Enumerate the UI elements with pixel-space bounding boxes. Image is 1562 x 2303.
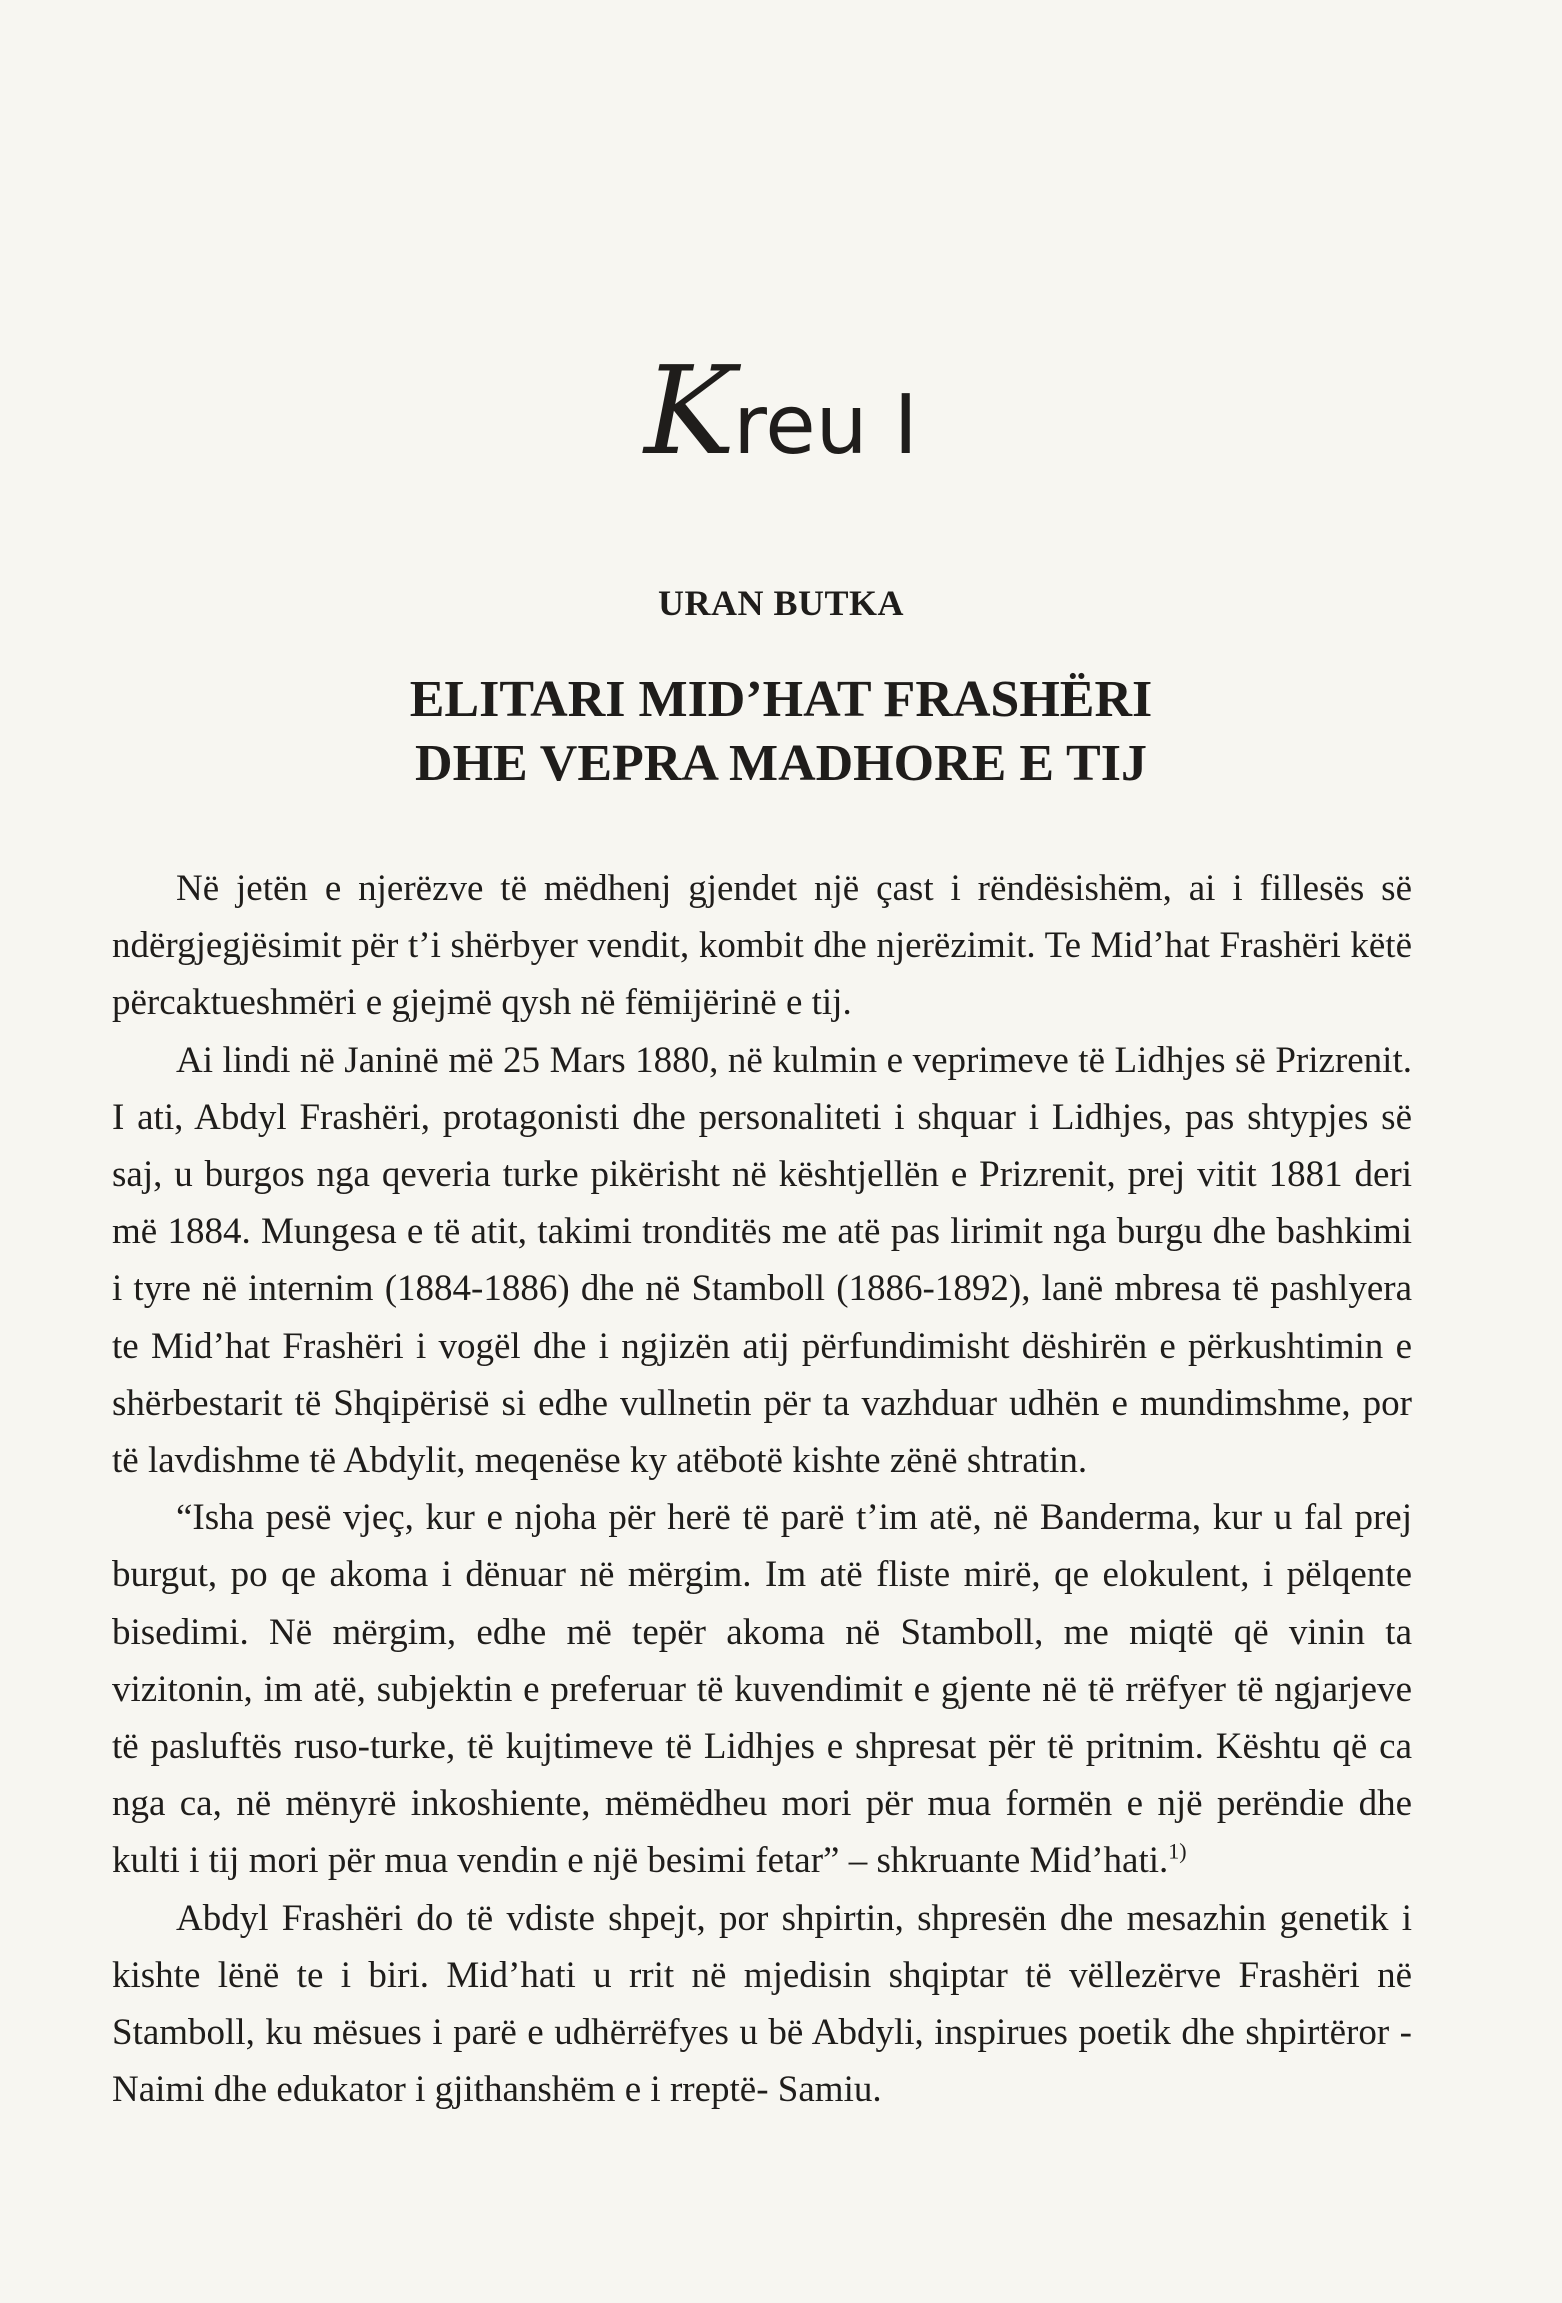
- article-title-line-2: DHE VEPRA MADHORE E TIJ: [415, 735, 1147, 792]
- article-title-line-1: ELITARI MID’HAT FRASHËRI: [409, 671, 1153, 728]
- chapter-heading-text: reu I: [733, 378, 918, 473]
- paragraph-1: Në jetën e njerëzve të mëdhenj gjendet një çast i rëndësishëm, ai i fillesës së ndërgjegjësimit për t’i shërbyer vendit, kombit dhe njerëzimit. Te Mid’hat Frashëri këtë përcaktueshmëri e gjejmë qysh në fëmijërinë e tij.: [112, 868, 1412, 1024]
- chapter-heading: [0, 340, 1562, 482]
- paragraph-3-text: “Isha pesë vjeç, kur e njoha për herë të parë t’im atë, në Banderma, kur u fal prej burgut, po qe akoma i dënuar në mërgim. Im atë fliste mirë, qe elokulent, i pëlqente bisedimi. Në mërgim, edhe më tepër akoma në Stamboll, me miqtë që vinin ta vizitonin, im atë, subjektin e preferuar të kuvendimit e gjente në të rrëfyer të ngjarjeve të pasluftës ruso-turke, të kujtimeve të Lidhjes e shpresat për të pritnim. Kështu që ca nga ca, në mënyrë inkoshiente, mëmëdheu mori për mua formën e një perëndie dhe kulti i tij mori për mua vendin e një besimi fetar” – shkruante Mid’hati.: [112, 1497, 1412, 1882]
- chapter-heading-initial: K: [644, 340, 734, 482]
- paragraph-4: Abdyl Frashëri do të vdiste shpejt, por shpirtin, shpresën dhe mesazhin genetik i kishte lënë te i biri. Mid’hati u rrit në mjedisin shqiptar të vëllezërve Frashëri në Stamboll, ku mësues i parë e udhërrëfyes u bë Abdyli, inspirues poetik dhe shpirtëror -Naimi dhe edukator i gjithanshëm e i rreptë- Samiu.: [112, 1897, 1412, 2111]
- footnote-marker: 1): [1168, 1839, 1187, 1865]
- paragraph-2: Ai lindi në Janinë më 25 Mars 1880, në kulmin e veprimeve të Lidhjes së Prizrenit. I ati, Abdyl Frashëri, protagonisti dhe personaliteti i shquar i Lidhjes, pas shtypjes së saj, u burgos nga qeveria turke pikërisht në kështjellën e Prizrenit, prej vitit 1881 deri më 1884. Mungesa e të atit, takimi tronditës me atë pas lirimit nga burgu dhe bashkimi i tyre në internim (1884-1886) dhe në Stamboll (1886-1892), lanë mbresa të pashlyera te Mid’hat Frashëri i vogël dhe i ngjizën atij përfundimisht dëshirën e përkushtimin e shërbestarit të Shqipërisë si edhe vullnetin për ta vazhduar udhën e mundimshme, por të lavdishme të Abdylit, meqenëse ky atëbotë kishte zënë shtratin.: [112, 1039, 1412, 1482]
- author-name: URAN BUTKA: [657, 583, 904, 623]
- article-title: [0, 668, 1562, 796]
- paragraph-3: [112, 1489, 1412, 1889]
- article-body: [112, 860, 1412, 2118]
